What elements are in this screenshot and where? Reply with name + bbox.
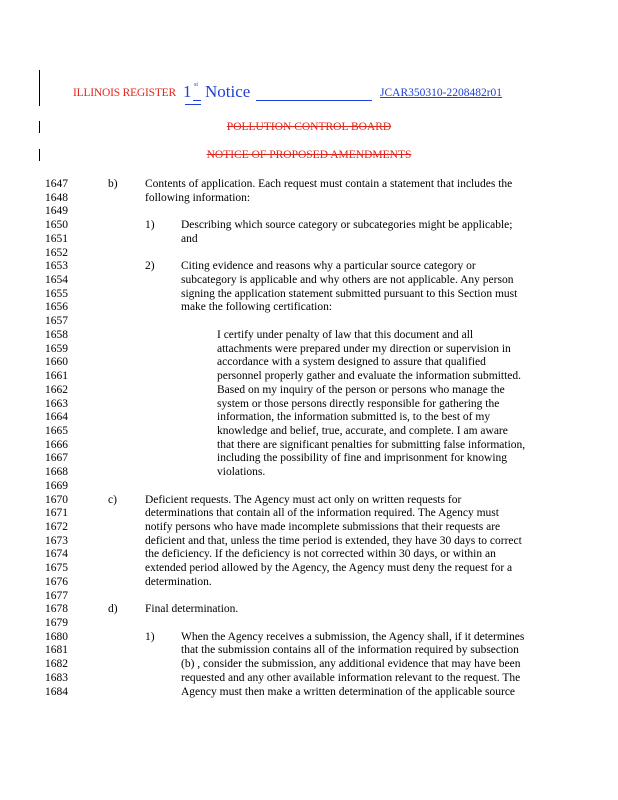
text-line: requested and any other available information relevant to the request. The [181, 671, 521, 684]
line-number: 1662 [45, 383, 68, 396]
line-number: 1649 [45, 205, 68, 218]
line-number: 1672 [45, 521, 68, 533]
label-b1: 1) [145, 219, 155, 232]
line-number: 1681 [45, 644, 68, 657]
register-title: ILLINOIS REGISTER [73, 87, 176, 99]
notice-label: Notice [205, 82, 251, 101]
text-line: Deficient requests. The Agency must act only on written requests for [145, 493, 462, 506]
text-line: Agency must then make a written determination of the applicable source [181, 685, 516, 698]
text-line: notify persons who have made incomplete submissions that their requests are [145, 521, 501, 533]
text-line: the deficiency. If the deficiency is not corrected within 30 days, or within an [145, 548, 496, 561]
text-line: Based on my inquiry of the person or persons who manage the [217, 383, 505, 396]
label-d1: 1) [145, 630, 155, 643]
notice-title: NOTICE OF PROPOSED AMENDMENTS [206, 149, 412, 161]
line-number: 1667 [45, 452, 68, 465]
line-number: 1670 [45, 493, 68, 506]
label-d: d) [108, 603, 118, 616]
line-number: 1674 [45, 548, 68, 561]
line-number: 1668 [45, 466, 68, 479]
label-b2: 2) [145, 260, 155, 273]
text-line: attachments were prepared under my direction or supervision in [217, 342, 511, 355]
issue-suffix: st [194, 82, 199, 88]
line-number: 1658 [45, 328, 68, 341]
line-number: 1647 [45, 178, 68, 190]
line-number: 1673 [45, 534, 68, 547]
line-number: 1676 [45, 575, 68, 588]
line-number: 1650 [45, 219, 68, 232]
line-number: 1663 [45, 397, 68, 410]
notice-underline [256, 100, 372, 101]
text-line: When the Agency receives a submission, the Agency shall, if it determines [181, 630, 525, 643]
line-number: 1665 [45, 424, 68, 437]
text-line: (b) , consider the submission, any additional evidence that may have been [181, 658, 521, 671]
line-number: 1680 [45, 630, 68, 643]
text-line: Citing evidence and reasons why a particular source category or [181, 260, 476, 273]
double-underline [185, 104, 201, 105]
text-line: Describing which source category or subcategories might be applicable; [181, 219, 513, 232]
line-number: 1655 [45, 287, 68, 300]
jcar-id: JCAR350310-2208482r01 [380, 87, 503, 99]
text-line: system or those persons directly responsible for gathering the [217, 397, 500, 410]
text-line: knowledge and belief, true, accurate, and complete. I am aware [217, 424, 508, 437]
line-number: 1654 [45, 274, 68, 287]
label-c: c) [108, 493, 117, 506]
text-line: subcategory is applicable and why others are not applicable. Any person [181, 274, 514, 287]
text-line: Final determination. [145, 603, 239, 616]
line-number: 1675 [45, 562, 68, 575]
line-number: 1651 [45, 232, 68, 245]
text-line: violations. [217, 466, 266, 479]
board-title: POLLUTION CONTROL BOARD [226, 121, 392, 133]
line-number: 1666 [45, 438, 68, 451]
double-underline [193, 100, 201, 101]
line-number: 1677 [45, 589, 68, 602]
text-line: personnel properly gather and evaluate the information submitted. [217, 370, 522, 383]
line-number: 1652 [45, 246, 68, 259]
line-number: 1653 [45, 260, 68, 273]
text-line: make the following certification: [181, 301, 333, 314]
line-number: 1671 [45, 507, 68, 520]
line-number: 1679 [45, 617, 68, 630]
change-bar [39, 70, 40, 106]
text-line: accordance with a system designed to assure that qualified [217, 356, 486, 369]
line-number: 1682 [45, 658, 68, 671]
text-line: information, the information submitted is, to the best of my [217, 411, 491, 424]
line-number: 1678 [45, 603, 68, 616]
line-number: 1661 [45, 370, 68, 383]
text-line: Contents of application. Each request must contain a statement that includes the [145, 178, 513, 190]
line-number: 1656 [45, 301, 68, 314]
text-line: extended period allowed by the Agency, the Agency must deny the request for a [145, 562, 513, 575]
text-line: deficient and that, unless the time period is extended, they have 30 days to correct [145, 534, 522, 547]
line-number: 1683 [45, 671, 68, 684]
text-line: that there are significant penalties for submitting false information, [217, 438, 526, 451]
line-number: 1660 [45, 356, 68, 369]
text-line: I certify under penalty of law that this document and all [217, 328, 474, 341]
text-line: following information: [145, 191, 251, 204]
text-line: including the possibility of fine and imprisonment for knowing [217, 452, 508, 465]
line-number: 1669 [45, 479, 68, 492]
text-line: determination. [145, 575, 212, 588]
text-line: signing the application statement submitted pursuant to this Section must [181, 287, 518, 300]
line-number: 1684 [45, 685, 68, 698]
line-number: 1648 [45, 191, 68, 204]
line-number: 1659 [45, 342, 68, 355]
text-line: determinations that contain all of the information required. The Agency must [145, 507, 499, 520]
issue-number: 1 [183, 82, 192, 101]
label-b: b) [108, 178, 118, 190]
text-line: that the submission contains all of the information required by subsection [181, 644, 519, 657]
text-line: and [181, 232, 198, 245]
line-number: 1664 [45, 411, 68, 424]
line-number: 1657 [45, 315, 68, 328]
